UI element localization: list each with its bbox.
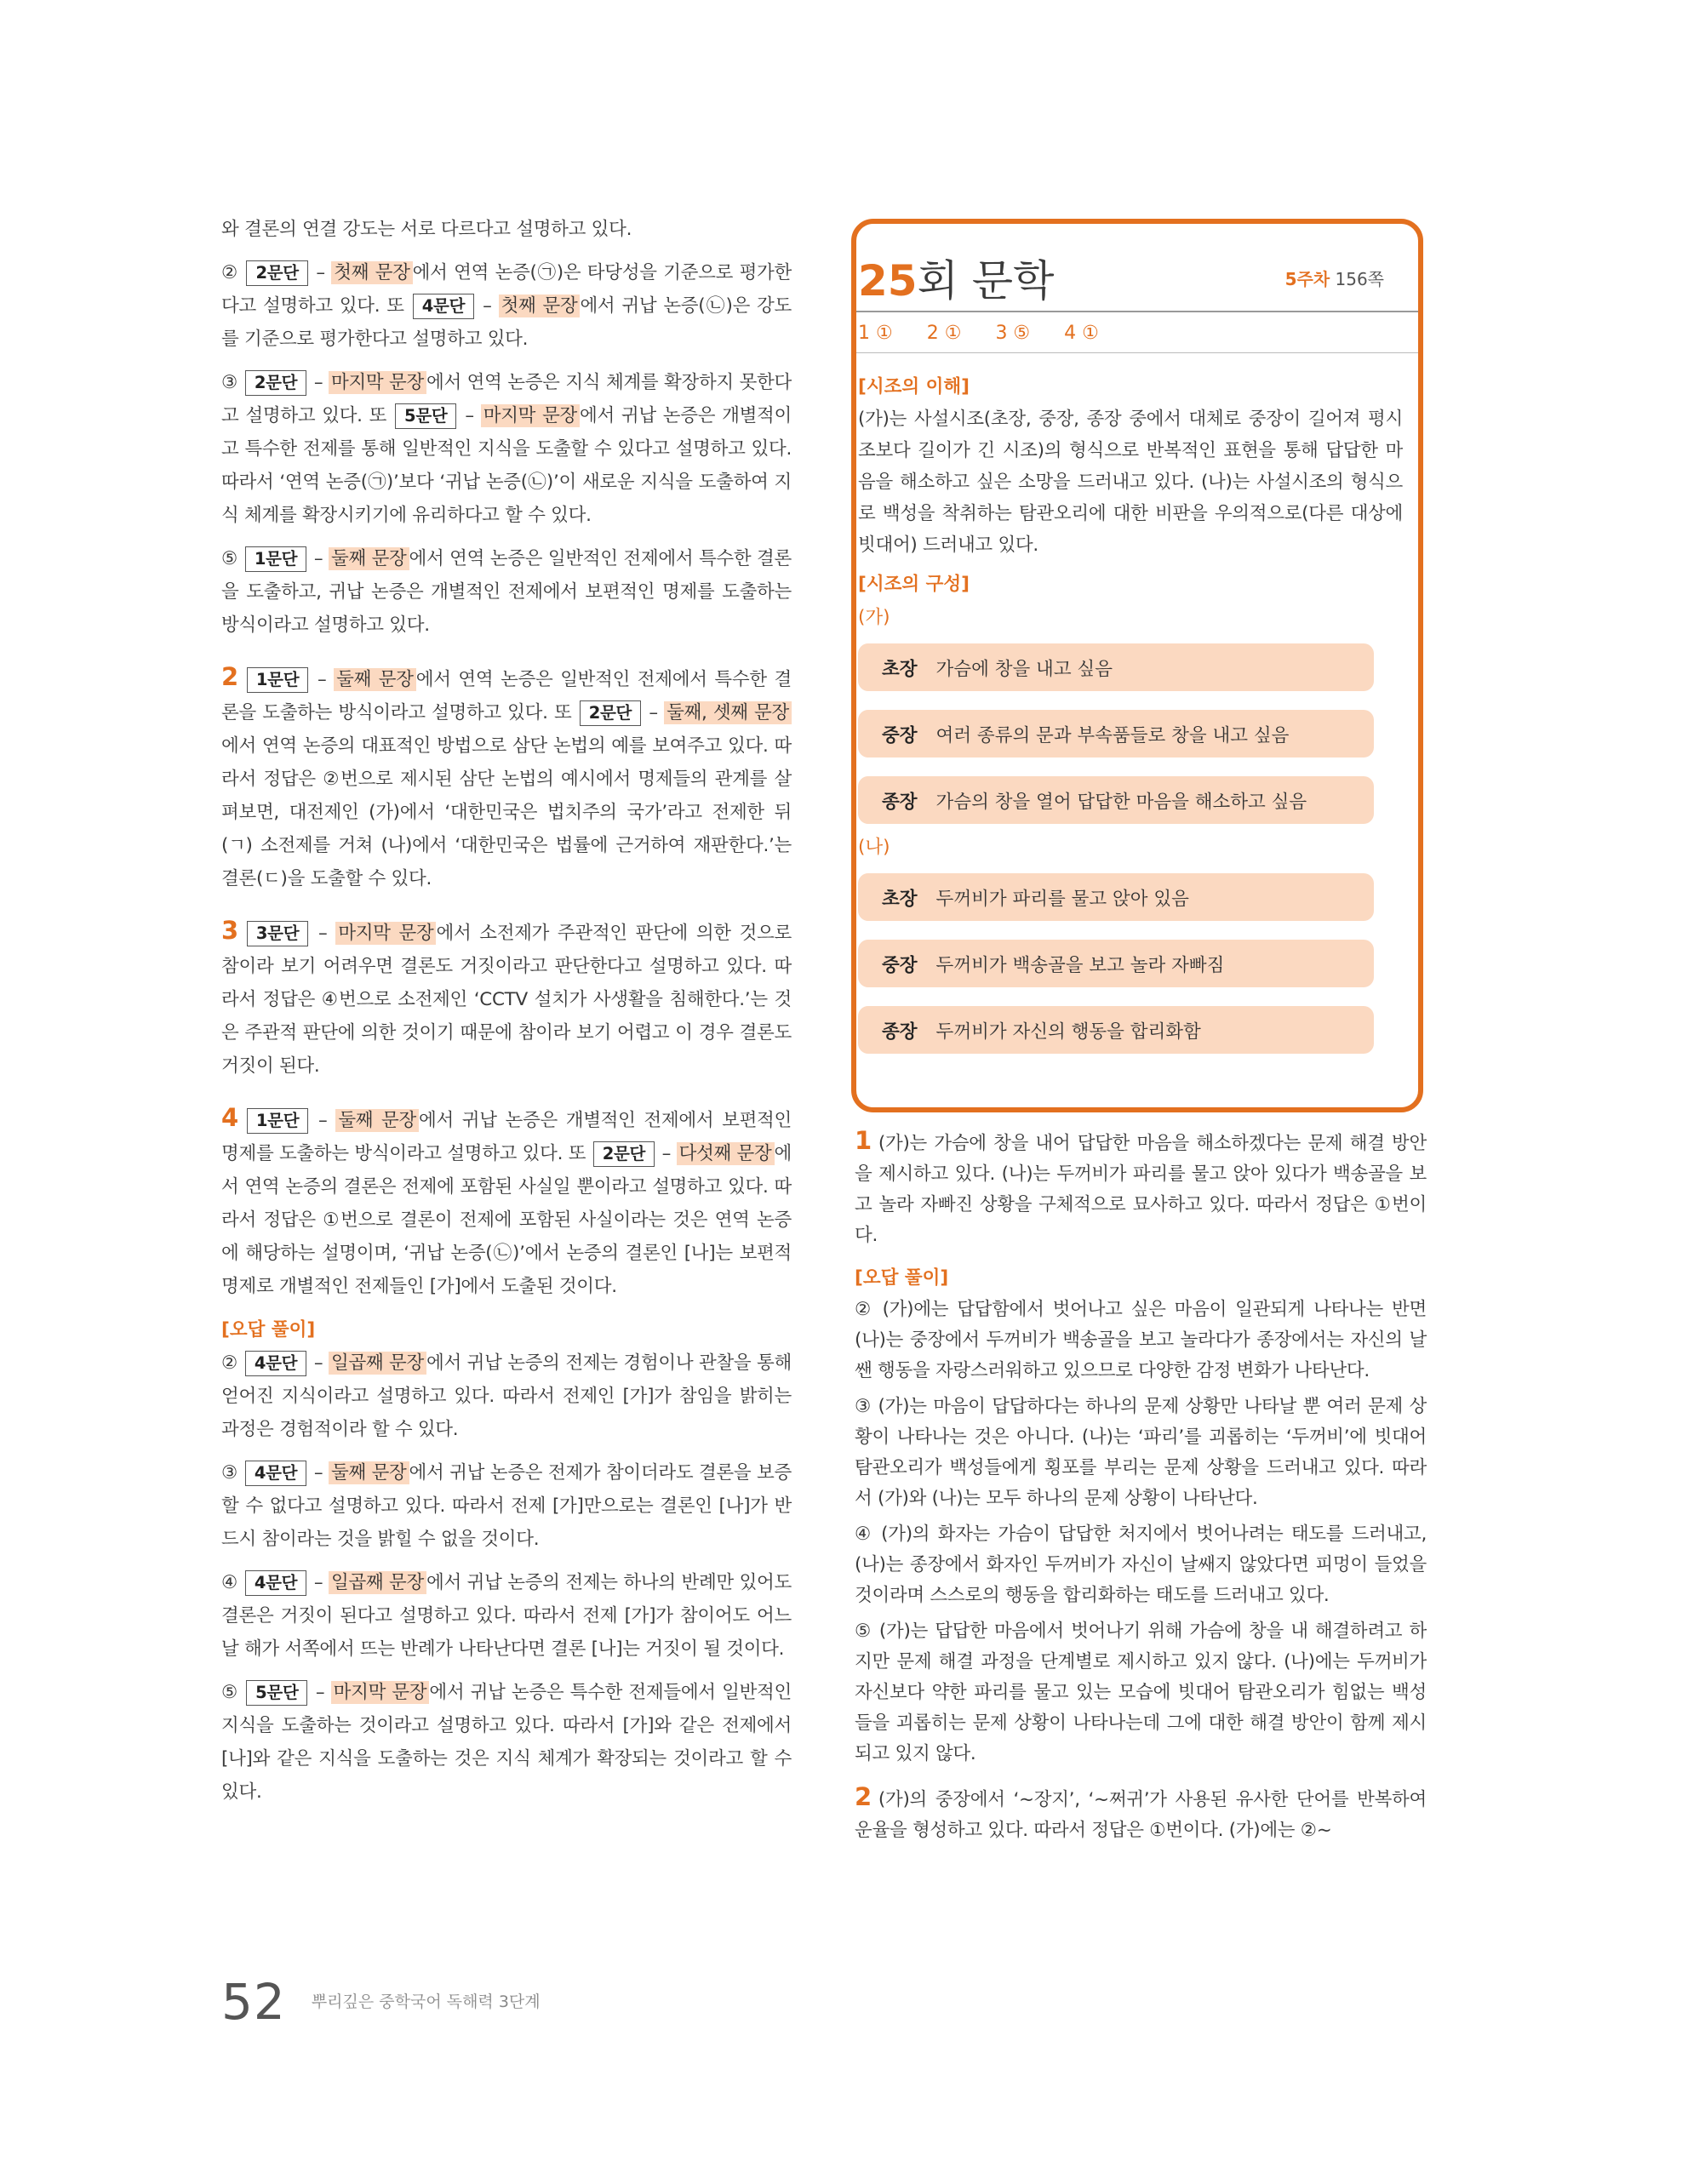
text: 와 결론의 연결 강도는 서로 다르다고 설명하고 있다. bbox=[221, 219, 632, 240]
divider bbox=[856, 352, 1418, 353]
question-2-answer bbox=[221, 660, 792, 895]
wrong-explanation-3: ③ (가)는 마음이 답답하다는 하나의 문제 상황만 나타날 뿐 여러 문제 상황이 나타나는 것은 아니다. (나)는 ‘파리’를 괴롭히는 ‘두꺼비’에 빗대어 탐관오리가 백성들에게 횡포를 부리는 문제 상황을 드러내고 있다. 따라서 (가)와 (나)는 모두 하나의 문제 상황이 나타난다. bbox=[855, 1396, 1427, 1509]
sentence-highlight: 첫째 문장 bbox=[331, 261, 412, 284]
structure-value: 두꺼비가 파리를 물고 앉아 있음 bbox=[935, 888, 1189, 910]
wrong-explanation-3 bbox=[221, 1456, 792, 1556]
text: 에서 연역 논증은 일반적인 전제에서 특수한 결론을 도출하고, 귀납 논증은 개별적인 전제에서 보편적인 명제를 도출하는 방식이라고 설명하고 있다. bbox=[221, 548, 792, 636]
structure-value: 가슴에 창을 내고 싶음 bbox=[935, 658, 1113, 680]
text: 에서 연역 논증(㉠)은 타당성을 기준으로 평가한다고 설명하고 있다. 또 bbox=[221, 262, 792, 317]
text: ④ bbox=[221, 1572, 243, 1593]
sentence-highlight: 둘째 문장 bbox=[329, 1461, 409, 1484]
page-number: 52 bbox=[221, 1973, 286, 2031]
paragraph-tag: 1문단 bbox=[247, 1108, 308, 1134]
structure-row bbox=[858, 1006, 1374, 1054]
text: (가)는 가슴에 창을 내어 답답한 마음을 해소하겠다는 문제 해결 방안을 제시하고 있다. (나)는 두꺼비가 파리를 물고 앉아 있다가 백송골을 보고 놀라 자빠진 상황을 구체적으로 묘사하고 있다. 따라서 정답은 ①번이다. bbox=[855, 1133, 1427, 1246]
text: ② bbox=[221, 262, 245, 283]
text: 에서 소전제가 주관적인 판단에 의한 것으로 참이라 보기 어려우면 결론도 거짓이라고 판단한다고 설명하고 있다. 따라서 정답은 ④번으로 소전제인 ‘CCTV 설치가 사생활을 침해한다.’는 것은 주관적 판단에 의한 것이기 때문에 참이라 보기 어렵고 이 경우 결론도 거짓이 된다. bbox=[221, 923, 792, 1077]
text: 에서 귀납 논증은 개별적이고 특수한 전제를 통해 일반적인 지식을 도출할 수 있다고 설명하고 있다. 따라서 ‘연역 논증(㉠)’보다 ‘귀납 논증(㉡)’이 새로운 지식을 도출하여 지식 체계를 확장시키기에 유리하다고 할 수 있다. bbox=[221, 405, 792, 526]
right-column bbox=[855, 1125, 1427, 1846]
sijo-understanding-heading: [시조의 이해] bbox=[858, 376, 970, 397]
answer-key bbox=[858, 317, 1133, 351]
poem-na-label: (나) bbox=[858, 837, 890, 858]
wrong-explanation-2 bbox=[221, 1346, 792, 1446]
text: 에서 귀납 논증은 특수한 전제들에서 일반적인 지식을 도출하는 것이라고 설명하고 있다. 따라서 [가]와 같은 전제에서 [나]와 같은 지식을 도출하는 것은 지식 체계가 확장되는 것이라고 할 수 있다. bbox=[221, 1682, 792, 1803]
text: – bbox=[476, 295, 499, 317]
question-number: 1 bbox=[855, 1126, 872, 1155]
text: – bbox=[656, 1143, 677, 1164]
answer-item: 3 ⑤ bbox=[995, 323, 1031, 344]
answer-item: 2 ① bbox=[926, 323, 962, 344]
structure-row bbox=[858, 940, 1374, 987]
text: – bbox=[308, 372, 329, 393]
question-number: 3 bbox=[221, 916, 238, 945]
text: – bbox=[309, 262, 332, 283]
sentence-highlight: 둘째, 셋째 문장 bbox=[664, 701, 792, 724]
structure-key: 초장 bbox=[882, 658, 918, 680]
text: (가)의 중장에서 ‘~장지’, ‘~쩌귀’가 사용된 유사한 단어를 반복하여 운율을 형성하고 있다. 따라서 정답은 ①번이다. (가)에는 ②~ bbox=[855, 1789, 1427, 1841]
sentence-highlight: 마지막 문장 bbox=[329, 371, 426, 394]
text: – bbox=[308, 1352, 329, 1374]
week-page-ref bbox=[1285, 266, 1384, 290]
text: 에서 귀납 논증의 전제는 하나의 반례만 있어도 결론은 거짓이 된다고 설명하고 있다. 따라서 전제 [가]가 참이어도 어느 날 해가 서쪽에서 뜨는 반례가 나타난다면 결론 [나]는 거짓이 될 것이다. bbox=[221, 1572, 792, 1660]
sentence-highlight: 둘째 문장 bbox=[334, 668, 416, 691]
text: 에서 귀납 논증은 전제가 참이더라도 결론을 보증할 수 없다고 설명하고 있다. 따라서 전제 [가]만으로는 결론인 [나]가 반드시 참이라는 것을 밝힐 수 없을 것이다. bbox=[221, 1462, 792, 1550]
text: – bbox=[310, 1110, 336, 1131]
structure-row bbox=[858, 873, 1374, 921]
sijo-understanding-text: (가)는 사설시조(초장, 중장, 종장 중에서 대체로 중장이 길어져 평시조보다 길이가 긴 시조)의 형식으로 반복적인 표현을 통해 답답한 마음을 해소하고 싶은 소망을 드러내고 있다. (나)는 사설시조의 형식으로 백성을 착취하는 탐관오리에 대한 비판을 우의적으로(다른 대상에 빗대어) 드러내고 있다. bbox=[858, 409, 1403, 556]
text: 에서 귀납 논증의 전제는 경험이나 관찰을 통해 얻어진 지식이라고 설명하고 있다. 따라서 전제인 [가]가 참임을 밝히는 과정은 경험적이라 할 수 있다. bbox=[221, 1352, 792, 1440]
text: ② bbox=[221, 1352, 243, 1374]
structure-key: 초장 bbox=[882, 888, 918, 910]
structure-value: 두꺼비가 자신의 행동을 합리화함 bbox=[935, 1021, 1201, 1043]
question-number: 4 bbox=[221, 1103, 238, 1132]
structure-key: 중장 bbox=[882, 954, 918, 976]
answer-item: 1 ① bbox=[858, 323, 893, 344]
paragraph-tag: 4문단 bbox=[245, 1351, 306, 1376]
paragraph-tag: 5문단 bbox=[395, 403, 456, 429]
question-4-answer bbox=[221, 1101, 792, 1303]
wrong-explanation-2: ② (가)에는 답답함에서 벗어나고 싶은 마음이 일관되게 나타나는 반면 (나)는 중장에서 두꺼비가 백송골을 보고 놀라다가 종장에서는 자신의 날쌘 행동을 자랑스러워하고 있으므로 다양한 감정 변화가 나타난다. bbox=[855, 1299, 1427, 1381]
sentence-highlight: 둘째 문장 bbox=[329, 547, 409, 570]
text: 에서 귀납 논증(㉡)은 강도를 기준으로 평가한다고 설명하고 있다. bbox=[221, 295, 792, 350]
left-column bbox=[221, 213, 792, 1819]
paragraph-tag: 2문단 bbox=[245, 370, 306, 396]
section-number: 25 bbox=[858, 256, 918, 306]
sentence-highlight: 마지막 문장 bbox=[481, 404, 580, 427]
structure-key: 중장 bbox=[882, 724, 918, 746]
section-title bbox=[858, 247, 1054, 308]
sentence-highlight: 첫째 문장 bbox=[499, 294, 581, 317]
explanation-5 bbox=[221, 542, 792, 642]
sentence-highlight: 둘째 문장 bbox=[335, 1109, 419, 1132]
explanation-3 bbox=[221, 366, 792, 532]
wrong-explanation-5 bbox=[221, 1676, 792, 1809]
paragraph-tag: 1문단 bbox=[247, 667, 308, 693]
paragraph-tag: 2문단 bbox=[580, 700, 641, 726]
sentence-highlight: 다섯째 문장 bbox=[677, 1142, 775, 1165]
sijo-structure-heading: [시조의 구성] bbox=[858, 574, 970, 595]
paragraph-tag: 1문단 bbox=[245, 546, 306, 572]
wrong-answer-heading: [오답 풀이] bbox=[855, 1267, 949, 1289]
paragraph-tag: 2문단 bbox=[246, 260, 307, 286]
text: ⑤ bbox=[221, 1682, 245, 1703]
structure-value: 가슴의 창을 열어 답답한 마음을 해소하고 싶음 bbox=[935, 791, 1307, 813]
structure-row bbox=[858, 710, 1374, 758]
paragraph-intro bbox=[221, 213, 792, 246]
text: 에서 연역 논증은 지식 체계를 확장하지 못한다고 설명하고 있다. 또 bbox=[221, 372, 792, 426]
text: ⑤ bbox=[221, 548, 243, 569]
wrong-explanation-5: ⑤ (가)는 답답한 마음에서 벗어나기 위해 가슴에 창을 내 해결하려고 하지만 문제 해결 과정을 단계별로 제시하고 있지 않다. (나)에는 두꺼비가 자신보다 약한 파리를 물고 있는 모습에 빗대어 탐관오리가 힘없는 백성들을 괴롭히는 문제 상황이 나타나는데 그에 대한 해결 방안이 함께 제시되고 있지 않다. bbox=[855, 1621, 1427, 1764]
sentence-highlight: 일곱째 문장 bbox=[329, 1352, 426, 1375]
text: 에서 연역 논증의 대표적인 방법으로 삼단 논법의 예를 보여주고 있다. 따라서 정답은 ②번으로 제시된 삼단 논법의 예시에서 명제들의 관계를 살펴보면, 대전제인 (가)에서 ‘대한민국은 법치주의 국가’라고 전제한 뒤(ㄱ) 소전제를 거쳐 (나)에서 ‘대한민국은 법률에 근거하여 재판한다.’는 결론(ㄷ)을 도출할 수 있다. bbox=[221, 735, 792, 889]
page-footer bbox=[221, 1973, 541, 2031]
paragraph-tag: 3문단 bbox=[247, 921, 308, 946]
question-number: 2 bbox=[221, 662, 238, 691]
text: 에서 연역 논증의 결론은 전제에 포함된 사실일 뿐이라고 설명하고 있다. 따라서 정답은 ①번으로 결론이 전제에 포함된 사실이라는 것은 연역 논증에 해당하는 설명이며, ‘귀납 논증(㉡)’에서 논증의 결론인 [나]는 보편적 명제로 개별적인 전제들인 [가]에서 도출된 것이다. bbox=[221, 1143, 792, 1297]
structure-key: 종장 bbox=[882, 1021, 918, 1043]
structure-value: 여러 종류의 문과 부속품들로 창을 내고 싶음 bbox=[935, 724, 1290, 746]
paragraph-tag: 4문단 bbox=[245, 1461, 306, 1486]
explanation-2 bbox=[221, 256, 792, 356]
wrong-explanation-4 bbox=[221, 1566, 792, 1666]
question-3-answer bbox=[221, 914, 792, 1083]
box-body bbox=[858, 370, 1403, 1072]
paragraph-tag: 4문단 bbox=[413, 294, 474, 319]
paragraph-tag: 5문단 bbox=[246, 1680, 307, 1706]
wrong-explanation-4: ④ (가)의 화자는 가슴이 답답한 처지에서 벗어나려는 태도를 드러내고, (나)는 종장에서 화자인 두꺼비가 자신이 날쌔지 않았다면 피멍이 들었을 것이라며 스스로의 행동을 합리화하는 태도를 드러내고 있다. bbox=[855, 1524, 1427, 1606]
page-ref: 156쪽 bbox=[1330, 269, 1384, 289]
text: – bbox=[643, 702, 665, 723]
text: 에서 귀납 논증은 개별적인 전제에서 보편적인 명제를 도출하는 방식이라고 설명하고 있다. 또 bbox=[221, 1110, 792, 1164]
text: – bbox=[308, 1462, 329, 1484]
sentence-highlight: 일곱째 문장 bbox=[329, 1571, 426, 1594]
structure-row bbox=[858, 643, 1374, 691]
week-label: 5주차 bbox=[1284, 269, 1330, 289]
question-number: 2 bbox=[855, 1782, 872, 1811]
structure-row bbox=[858, 776, 1374, 824]
text: – bbox=[308, 1572, 329, 1593]
text: – bbox=[308, 548, 329, 569]
book-title: 뿌리깊은 중학국어 독해력 3단계 bbox=[311, 1992, 541, 2011]
text: – bbox=[310, 923, 336, 944]
text: – bbox=[309, 1682, 331, 1703]
question-1-answer bbox=[855, 1125, 1427, 1251]
wrong-answer-heading: [오답 풀이] bbox=[221, 1319, 316, 1341]
section-name: 회 문학 bbox=[917, 256, 1055, 306]
paragraph-tag: 4문단 bbox=[245, 1570, 306, 1596]
text: – bbox=[310, 669, 335, 690]
poem-ga-label: (가) bbox=[858, 607, 890, 628]
text: 에서 연역 논증은 일반적인 전제에서 특수한 결론을 도출하는 방식이라고 설명하고 있다. 또 bbox=[221, 669, 792, 723]
sentence-highlight: 마지막 문장 bbox=[335, 922, 436, 945]
text: ③ bbox=[221, 372, 243, 393]
structure-key: 종장 bbox=[882, 791, 918, 813]
text: – bbox=[458, 405, 481, 426]
sentence-highlight: 마지막 문장 bbox=[331, 1681, 430, 1704]
answer-item: 4 ① bbox=[1064, 323, 1099, 344]
paragraph-tag: 2문단 bbox=[593, 1141, 655, 1167]
divider bbox=[856, 311, 1418, 312]
question-2-answer bbox=[855, 1781, 1427, 1846]
structure-value: 두꺼비가 백송골을 보고 놀라 자빠짐 bbox=[935, 954, 1225, 976]
text: ③ bbox=[221, 1462, 243, 1484]
